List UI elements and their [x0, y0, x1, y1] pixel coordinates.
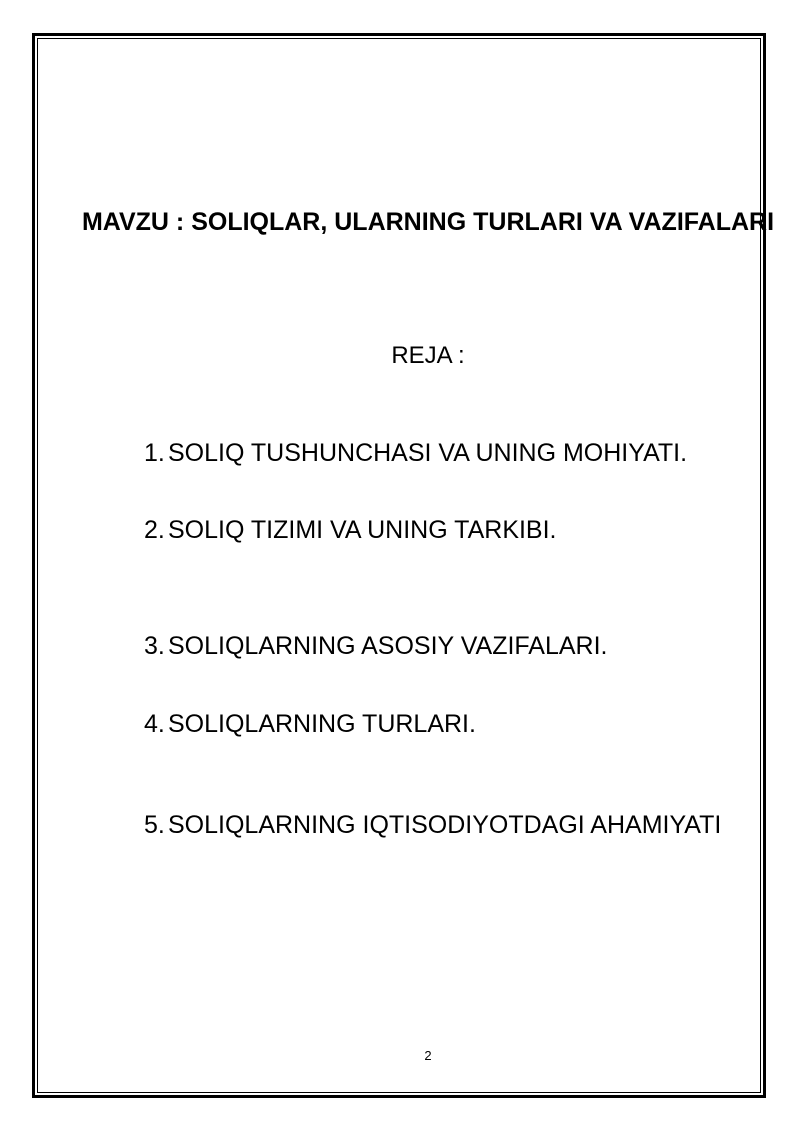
plan-item-number: 2.: [144, 516, 165, 544]
page-border-inner: [37, 38, 761, 1093]
plan-item-number: 5.: [144, 811, 165, 839]
plan-item-text: SOLIQ TIZIMI VA UNING TARKIBI.: [168, 516, 557, 544]
plan-item-text: SOLIQLARNING ASOSIY VAZIFALARI.: [168, 632, 608, 660]
plan-item-number: 4.: [144, 710, 165, 738]
plan-item: [144, 708, 476, 740]
plan-item-number: 3.: [144, 632, 165, 660]
plan-item: [144, 437, 687, 469]
plan-item-text: SOLIQLARNING IQTISODIYOTDAGI AHAMIYATI: [168, 811, 722, 839]
plan-item: [144, 514, 557, 546]
plan-item: [144, 809, 721, 841]
document-title: MAVZU : SOLIQLAR, ULARNING TURLARI VA VAZIFALARI: [81, 208, 775, 236]
plan-item-number: 1.: [144, 439, 165, 467]
page-number: 2: [424, 1048, 432, 1063]
plan-item-text: SOLIQLARNING TURLARI.: [168, 710, 476, 738]
plan-heading: REJA :: [391, 342, 465, 369]
plan-item-text: SOLIQ TUSHUNCHASI VA UNING MOHIYATI.: [168, 439, 688, 467]
plan-item: [144, 630, 608, 662]
